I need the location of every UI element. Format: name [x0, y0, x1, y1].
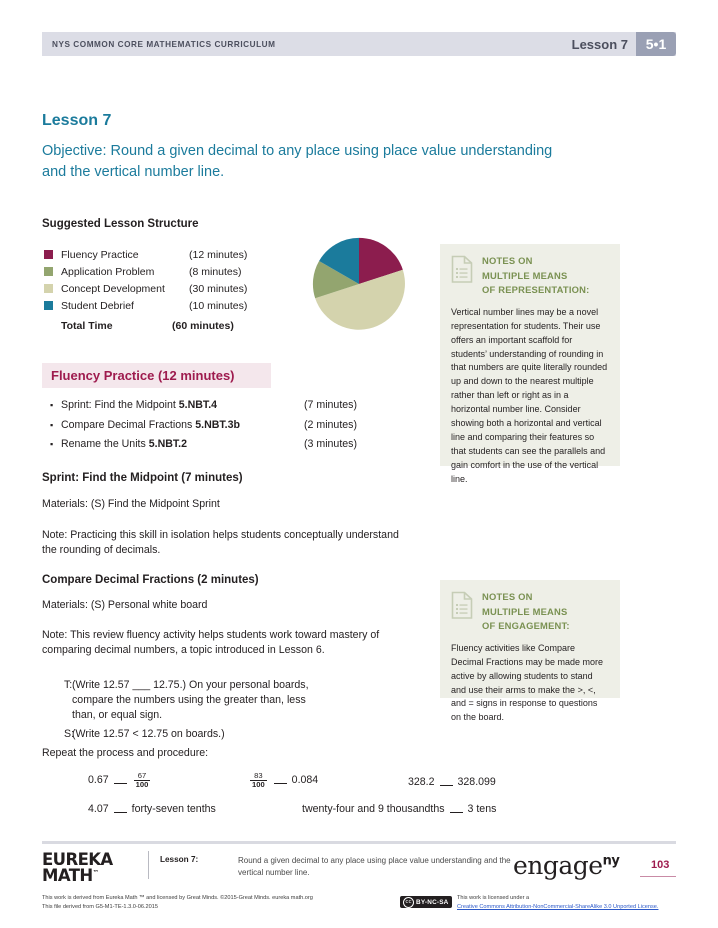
- eureka-math-logo: [42, 852, 113, 883]
- notes-title-line2: MULTIPLE MEANS: [482, 605, 568, 617]
- dialogue-line: (Write 12.57 < 12.75 on boards.): [72, 728, 225, 740]
- fraction-denominator: 100: [252, 779, 265, 789]
- legend-swatch-debrief: [44, 301, 53, 310]
- fraction-numerator: 83: [254, 771, 263, 780]
- notes-body: Fluency activities like Compare Decimal Fractions may be made more active by allowing students to stand and use their arms to make the >, <, and = signs in response to questions on the board.: [451, 642, 604, 723]
- legal-line-2: This file derived from G5-M1-TE-1.3.0-06.2015: [42, 904, 158, 911]
- practice-problem: [88, 803, 216, 815]
- fluency-practice-title: Fluency Practice (12 minutes): [51, 368, 235, 383]
- bullet-icon: ▪: [50, 419, 54, 430]
- legend-swatch-fluency: [44, 250, 53, 259]
- grade-module-badge: 5•1: [636, 32, 676, 56]
- footer-lesson-label: Lesson 7:: [160, 855, 199, 864]
- page-number: 103: [651, 859, 670, 871]
- license-intro: This work is licensed under a: [457, 895, 530, 901]
- footer-vertical-rule: [148, 851, 149, 879]
- legend-label: Student Debrief: [61, 299, 134, 312]
- fluency-item-standard: 5.NBT.4: [178, 399, 218, 411]
- dialogue-student: [42, 727, 372, 742]
- legend-row-total: [44, 317, 294, 334]
- fluency-item-text: [61, 438, 304, 450]
- pie-svg: [311, 236, 407, 332]
- total-time-label: Total Time: [61, 319, 113, 332]
- dialogue-speaker: S:: [64, 728, 75, 740]
- fluency-item-name: Compare Decimal Fractions: [61, 418, 196, 431]
- curriculum-label: NYS COMMON CORE MATHEMATICS CURRICULUM: [52, 39, 276, 49]
- sprint-note: Note: Practicing this skill in isolation helps students conceptually understand the rounding of decimals.: [42, 529, 399, 557]
- footer-lesson-description: Round a given decimal to any place using place value understanding and the vertical number line.: [238, 856, 511, 877]
- list-item: [50, 438, 440, 458]
- lesson-structure-legend: [44, 246, 294, 334]
- legend-swatch-concept: [44, 284, 53, 293]
- bullet-icon: ▪: [50, 400, 54, 410]
- lesson-structure-pie-chart: [311, 236, 407, 332]
- notes-title-line3: OF ENGAGEMENT:: [482, 620, 570, 632]
- fluency-item-text: [61, 419, 304, 431]
- dialogue-speaker: T:: [64, 679, 73, 691]
- notes-title-line3: OF REPRESENTATION:: [482, 284, 590, 296]
- eureka-logo-line2: MATH™: [42, 865, 98, 885]
- ny-text: ny: [602, 853, 620, 869]
- fluency-item-name: Sprint: Find the Midpoint: [61, 399, 179, 411]
- notes-title: [482, 590, 570, 634]
- problem-left-value: twenty-four and 9 thousandths: [302, 803, 445, 815]
- practice-problems-row-1: [88, 772, 628, 798]
- footer-divider: [42, 841, 676, 844]
- eureka-logo-line1: EUREKA: [42, 850, 113, 869]
- document-icon: [451, 591, 473, 619]
- comparison-blank: [114, 805, 127, 813]
- legend-time: (8 minutes): [189, 265, 242, 278]
- legend-time: (30 minutes): [189, 282, 248, 295]
- notes-title: [482, 254, 589, 298]
- page-title: Lesson 7: [42, 112, 112, 129]
- cc-license-code: BY-NC-SA: [416, 898, 449, 906]
- fluency-item-standard: 5.NBT.2: [148, 438, 188, 450]
- comparison-blank: [440, 778, 453, 786]
- practice-problem: [302, 803, 496, 815]
- list-item: [50, 419, 440, 439]
- bullet-icon: ▪: [50, 439, 54, 449]
- problem-left-value: 4.07: [88, 803, 109, 815]
- fluency-item-standard: 5.NBT.3b: [195, 418, 240, 431]
- problem-left-value: 0.67: [88, 774, 109, 787]
- practice-problem: [248, 772, 318, 789]
- compare-heading: Compare Decimal Fractions (2 minutes): [42, 574, 259, 586]
- problem-right-value: 3 tens: [467, 803, 497, 815]
- notes-header: [451, 254, 609, 298]
- legend-row: [44, 246, 294, 263]
- dialogue-teacher: [42, 678, 372, 723]
- notes-header: [451, 590, 609, 634]
- license-link[interactable]: Creative Commons Attribution-NonCommercial-ShareAlike 3.0 Unported License.: [457, 904, 659, 911]
- notes-representation-box: [440, 244, 620, 484]
- legend-label: Application Problem: [61, 265, 155, 278]
- fluency-item-time: (7 minutes): [304, 399, 357, 411]
- total-time-value: (60 minutes): [172, 319, 234, 332]
- fraction: [250, 772, 267, 789]
- fluency-item-name: Rename the Units: [61, 438, 149, 450]
- notes-title-line1: NOTES ON: [482, 255, 533, 266]
- compare-note: Note: This review fluency activity helps students work toward mastery of comparing decimal numbers, a topic introduced in Lesson 6.: [42, 629, 380, 657]
- fluency-practice-banner: [42, 363, 271, 388]
- suggested-lesson-structure-heading: Suggested Lesson Structure: [42, 218, 199, 230]
- sprint-heading: Sprint: Find the Midpoint (7 minutes): [42, 472, 243, 484]
- practice-problem: [408, 776, 496, 788]
- legend-label: Concept Development: [61, 282, 165, 295]
- sprint-materials: Materials: (S) Find the Midpoint Sprint: [42, 498, 220, 510]
- creative-commons-badge: [400, 896, 452, 908]
- header-lesson-label: Lesson 7: [571, 36, 628, 52]
- fluency-item-text: [61, 399, 304, 411]
- legend-row: [44, 280, 294, 297]
- fraction-numerator: 67: [137, 771, 147, 780]
- trademark-symbol: ™: [92, 869, 98, 877]
- legend-swatch-application: [44, 267, 53, 276]
- comparison-blank: [114, 776, 127, 784]
- fraction-denominator: 100: [135, 779, 149, 789]
- fluency-item-time: (3 minutes): [304, 438, 357, 450]
- dialogue-line: (Write 12.57 ___ 12.75.) On your personal boards, compare the numbers using the greater than, less than, or equal sign.: [72, 679, 309, 722]
- legend-row: [44, 263, 294, 280]
- legal-line-1: This work is derived from Eureka Math ™ and licensed by Great Minds. ©2015-Great Minds. eureka math.org: [42, 895, 313, 901]
- list-item: [50, 399, 440, 419]
- notes-engagement-box: [440, 580, 620, 723]
- fraction: [134, 772, 151, 789]
- problem-right-value: forty-seven tenths: [131, 803, 216, 815]
- legal-attribution-right: [457, 894, 689, 912]
- fluency-item-time: (2 minutes): [304, 418, 357, 431]
- engage-text: engage: [513, 851, 603, 880]
- legend-time: (10 minutes): [189, 299, 248, 312]
- header-lesson-group: [572, 32, 676, 56]
- repeat-instruction: Repeat the process and procedure:: [42, 747, 209, 759]
- practice-problem: [88, 772, 152, 789]
- legend-time: (12 minutes): [189, 248, 248, 261]
- notes-body: Vertical number lines may be a novel representation for students. Their use offers an important scaffold for students’ understanding of rounding in that numbers are quite literally rounded up and down to the nearest multiple rather than left or right as in a horizontal number line. Consider showing both a horizontal and vertical line and comparing their features so that students can see the parallels and gain comfort in the use of the vertical line.: [451, 306, 608, 484]
- comparison-blank: [274, 776, 287, 784]
- problem-left-value: 328.2: [408, 776, 435, 788]
- document-icon: [451, 255, 473, 283]
- notes-title-line1: NOTES ON: [482, 591, 533, 602]
- engageny-logo: [513, 851, 619, 880]
- lesson-objective: Objective: Round a given decimal to any place using place value understanding and the vertical number line.: [42, 143, 553, 181]
- page-number-rule: [640, 876, 676, 877]
- fluency-activity-list: [50, 399, 440, 458]
- problem-right-value: 0.084: [291, 774, 319, 787]
- notes-title-line2: MULTIPLE MEANS: [482, 269, 568, 281]
- comparison-blank: [450, 805, 463, 813]
- legal-attribution-left: [42, 894, 372, 912]
- problem-right-value: 328.099: [457, 776, 496, 788]
- compare-materials: Materials: (S) Personal white board: [42, 599, 208, 611]
- legend-label: Fluency Practice: [61, 248, 139, 261]
- page-header: [42, 32, 676, 56]
- cc-icon: cc: [403, 897, 414, 908]
- legend-row: [44, 297, 294, 314]
